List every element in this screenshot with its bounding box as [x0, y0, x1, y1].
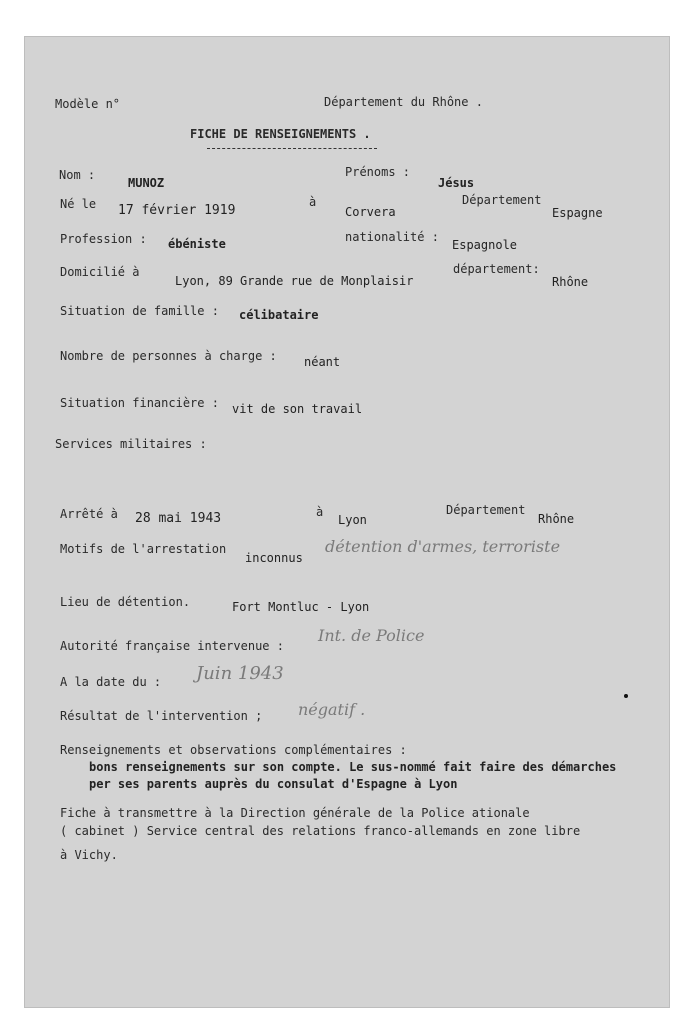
- lieu-value: Fort Montluc - Lyon: [232, 600, 370, 614]
- ink-dot: [624, 694, 628, 698]
- charge-label: Nombre de personnes à charge :: [60, 349, 277, 363]
- transmission-line-1: Fiche à transmettre à la Direction générale de la Police ationale: [60, 806, 530, 820]
- arrest-department-label: Département: [446, 503, 526, 517]
- finance-label: Situation financière :: [60, 396, 219, 410]
- profession-value: ébéniste: [168, 237, 226, 251]
- domicile-department-label: département:: [453, 262, 540, 276]
- arrest-place-value: Lyon: [338, 513, 367, 527]
- transmission-line-2: ( cabinet ) Service central des relations franco-allemands en zone libre: [60, 824, 581, 838]
- birth-department-value: Espagne: [552, 206, 603, 220]
- prenoms-label: Prénoms :: [345, 165, 411, 179]
- ne-le-label: Né le: [60, 197, 97, 211]
- autorite-handwritten-value: Int. de Police: [318, 626, 425, 645]
- arrete-label: Arrêté à: [60, 507, 118, 521]
- resultat-label: Résultat de l'intervention ;: [60, 709, 263, 723]
- domicile-label: Domicilié à: [60, 265, 140, 279]
- autorite-label: Autorité française intervenue :: [60, 639, 284, 653]
- domicile-department-value: Rhône: [552, 275, 589, 289]
- birth-department-label: Département: [462, 193, 542, 207]
- charge-value: néant: [304, 355, 341, 369]
- model-number-label: Modèle n°: [55, 97, 121, 111]
- intervention-date-label: A la date du :: [60, 675, 162, 689]
- observations-line-2: per ses parents auprès du consulat d'Espagne à Lyon: [89, 777, 458, 791]
- nationalite-value: Espagnole: [452, 238, 518, 252]
- famille-label: Situation de famille :: [60, 304, 219, 318]
- nationalite-label: nationalité :: [345, 230, 439, 244]
- domicile-value: Lyon, 89 Grande rue de Monplaisir: [175, 274, 414, 288]
- militaire-label: Services militaires :: [55, 437, 207, 451]
- motifs-label: Motifs de l'arrestation: [60, 542, 227, 556]
- title-underline: [207, 148, 377, 149]
- prenoms-value: Jésus: [438, 176, 475, 190]
- lieu-label: Lieu de détention.: [60, 595, 191, 609]
- profession-label: Profession :: [60, 232, 147, 246]
- transmission-line-3: à Vichy.: [60, 848, 118, 862]
- arrest-date-value: 28 mai 1943: [135, 511, 222, 526]
- observations-line-1: bons renseignements sur son compte. Le sus-nommé fait faire des démarches: [89, 760, 617, 774]
- famille-value: célibataire: [239, 308, 319, 322]
- form-title: FICHE DE RENSEIGNEMENTS .: [190, 127, 371, 141]
- finance-value: vit de son travail: [232, 402, 363, 416]
- arrest-department-value: Rhône: [538, 512, 575, 526]
- department-header: Département du Rhône .: [324, 95, 483, 109]
- nom-label: Nom :: [59, 168, 96, 182]
- ne-le-value: 17 février 1919: [118, 203, 236, 218]
- resultat-handwritten-value: négatif .: [298, 700, 366, 719]
- intervention-date-handwritten-value: Juin 1943: [196, 663, 284, 684]
- ne-a-label: à: [309, 195, 317, 209]
- motifs-typed-value: inconnus: [245, 551, 303, 565]
- birthplace-value: Corvera: [345, 205, 396, 219]
- observations-label: Renseignements et observations complémentaires :: [60, 743, 407, 757]
- nom-value: MUNOZ: [128, 176, 165, 190]
- arrest-a-label: à: [316, 505, 324, 519]
- motifs-handwritten-value: détention d'armes, terroriste: [325, 537, 561, 556]
